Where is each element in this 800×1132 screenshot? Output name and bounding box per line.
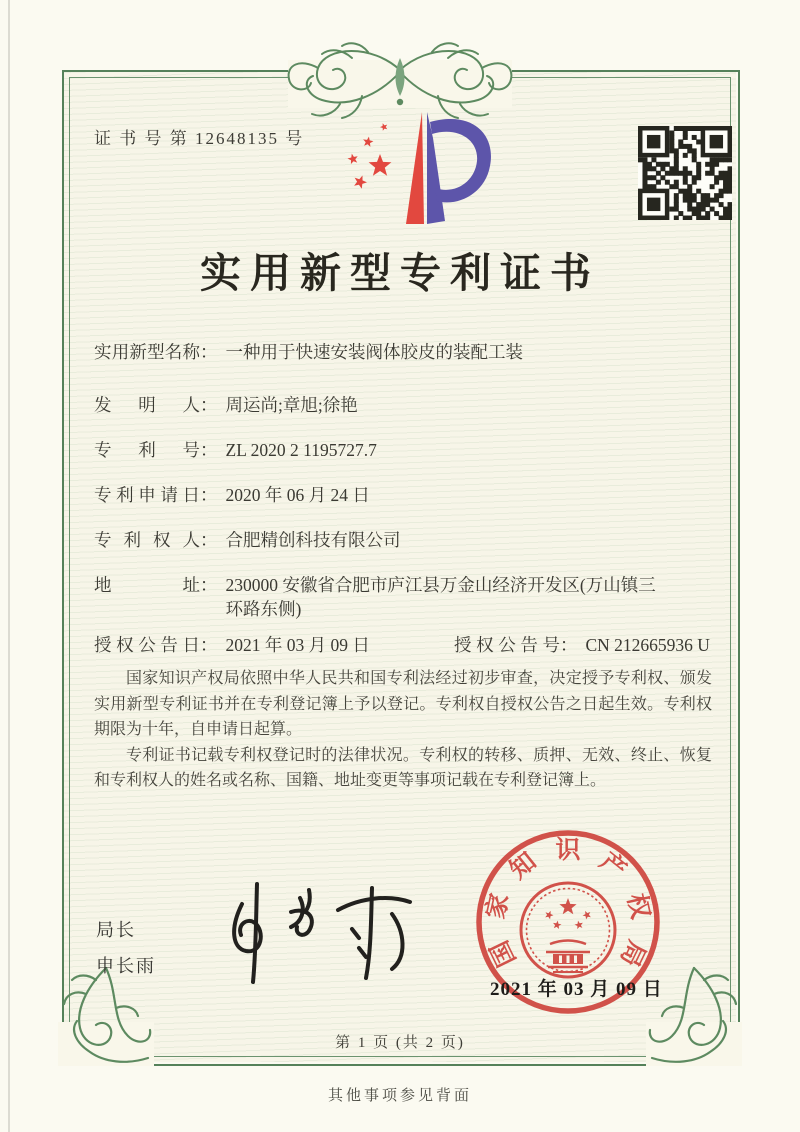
page-number: 第 1 页 (共 2 页) bbox=[335, 1035, 465, 1051]
field-label: 授权公告号 bbox=[454, 635, 560, 655]
field-value: 2020 年 06 月 24 日 bbox=[225, 485, 370, 505]
field-colon: ： bbox=[560, 635, 578, 655]
field-row-patentee bbox=[94, 528, 718, 552]
svg-text:知: 知 bbox=[505, 847, 542, 885]
legal-paragraph-1: 国家知识产权局依照中华人民共和国专利法经过初步审查，决定授予专利权、颁发实用新型专利证书并在专利登记簿上予以登记。专利权自授权公告之日起生效。专利权期限为十年，自申请日起算。 bbox=[94, 670, 712, 738]
field-label: 地址 bbox=[94, 575, 200, 595]
svg-text:产: 产 bbox=[594, 847, 631, 885]
seal-date: 2021 年 03 月 09 日 bbox=[490, 979, 663, 1000]
bottom-left-flourish-icon bbox=[46, 964, 158, 1068]
field-value: 周运尚;章旭;徐艳 bbox=[225, 395, 358, 415]
grant-number-pair bbox=[454, 633, 710, 657]
field-label: 专利权人 bbox=[94, 530, 200, 550]
scan-edge-line bbox=[8, 0, 10, 1132]
cnipa-logo-icon bbox=[336, 102, 506, 237]
certificate-title: 实用新型专利证书 bbox=[200, 250, 600, 296]
field-colon: ： bbox=[200, 440, 218, 460]
field-list bbox=[94, 340, 718, 657]
field-colon: ： bbox=[200, 575, 218, 595]
legal-text-block bbox=[94, 666, 712, 794]
svg-text:局: 局 bbox=[614, 936, 650, 971]
svg-text:权: 权 bbox=[621, 891, 654, 922]
field-colon: ： bbox=[200, 635, 218, 655]
field-label: 专利申请日 bbox=[94, 485, 200, 505]
field-label: 实用新型名称 bbox=[94, 342, 200, 362]
field-row-filing-date bbox=[94, 483, 718, 507]
grant-number-value: CN 212665936 U bbox=[585, 635, 710, 655]
field-row-utility-model-name bbox=[94, 340, 718, 364]
shen-changyu-signature-icon bbox=[212, 872, 422, 990]
field-value: 合肥精创科技有限公司 bbox=[225, 530, 401, 550]
field-label: 发明人 bbox=[94, 395, 200, 415]
field-value: 230000 安徽省合肥市庐江县万金山经济开发区(万山镇三环路东侧) bbox=[225, 575, 656, 619]
field-value: ZL 2020 2 1195727.7 bbox=[225, 440, 377, 460]
field-label: 授权公告日 bbox=[94, 635, 200, 655]
grant-date-value: 2021 年 03 月 09 日 bbox=[225, 635, 370, 655]
svg-text:国: 国 bbox=[486, 936, 522, 971]
field-row-patent-number bbox=[94, 438, 718, 462]
svg-text:家: 家 bbox=[482, 891, 515, 922]
svg-text:识: 识 bbox=[555, 837, 581, 864]
field-colon: ： bbox=[200, 395, 218, 415]
grant-row bbox=[94, 633, 718, 657]
field-colon: ： bbox=[200, 485, 218, 505]
signer-name: 申长雨 bbox=[96, 956, 156, 976]
field-label: 专利号 bbox=[94, 440, 200, 460]
field-colon: ： bbox=[200, 342, 218, 362]
signer-title: 局长 bbox=[96, 920, 136, 940]
field-row-inventors bbox=[94, 393, 718, 417]
back-side-note: 其他事项参见背面 bbox=[327, 1088, 472, 1104]
field-value: 一种用于快速安装阀体胶皮的装配工装 bbox=[225, 342, 523, 362]
certificate-number: 证 书 号 第 12648135 号 bbox=[94, 129, 305, 148]
legal-paragraph-2: 专利证书记载专利权登记时的法律状况。专利权的转移、质押、无效、终止、恢复和专利权人的姓名或名称、国籍、地址变更等事项记载在专利登记簿上。 bbox=[94, 746, 712, 789]
grant-date-pair bbox=[94, 633, 454, 657]
field-colon: ： bbox=[200, 530, 218, 550]
qr-code-icon bbox=[638, 126, 732, 220]
field-row-address bbox=[94, 573, 718, 621]
